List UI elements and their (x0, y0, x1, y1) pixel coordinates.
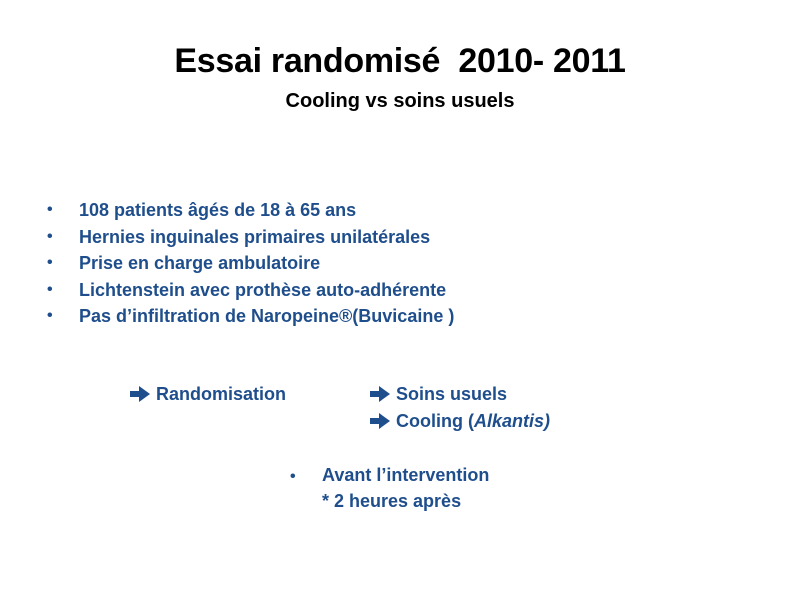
right-arrow-icon (370, 386, 390, 402)
slide-subtitle: Cooling vs soins usuels (285, 90, 515, 112)
arm-soins-usuels (370, 381, 507, 407)
arm-cooling (370, 408, 550, 434)
bullet-dot-icon: • (47, 254, 53, 271)
bullet-item (44, 250, 454, 277)
arm2-label-brand: Alkantis) (473, 411, 551, 431)
bullet-text: Hernies inguinales primaires unilatérales (79, 226, 431, 247)
bullet-text: Pas d’infiltration de Naropeine®(Buvicaine ) (79, 306, 455, 326)
bullet-list (44, 197, 454, 330)
bullet-dot-icon: • (47, 307, 53, 324)
randomisation-line (130, 381, 286, 407)
timing-bullet-text: Avant l’intervention (322, 465, 490, 485)
randomisation-label: Randomisation (156, 384, 287, 404)
slide-title: Essai randomisé 2010- 2011 (174, 42, 626, 80)
bullet-dot-icon: • (290, 468, 296, 485)
bullet-text: Lichtenstein avec prothèse auto-adhérente (79, 279, 447, 300)
bullet-dot-icon: • (47, 201, 53, 218)
right-arrow-icon (370, 413, 390, 429)
right-arrow-icon (130, 386, 150, 402)
bullet-item (44, 197, 454, 224)
arm1-label: Soins usuels (396, 384, 508, 404)
bullet-dot-icon: • (47, 280, 53, 298)
timing-bullet (290, 462, 489, 490)
bullet-item (44, 303, 454, 330)
bullet-text: 108 patients âgés de 18 à 65 ans (79, 200, 357, 220)
arm2-label-prefix: Cooling ( (396, 411, 474, 431)
bullet-item (44, 224, 454, 251)
bullet-text: Prise en charge ambulatoire (79, 253, 321, 273)
bullet-dot-icon: • (47, 227, 53, 245)
bullet-item (44, 277, 454, 304)
timing-note: * 2 heures après (322, 491, 462, 511)
